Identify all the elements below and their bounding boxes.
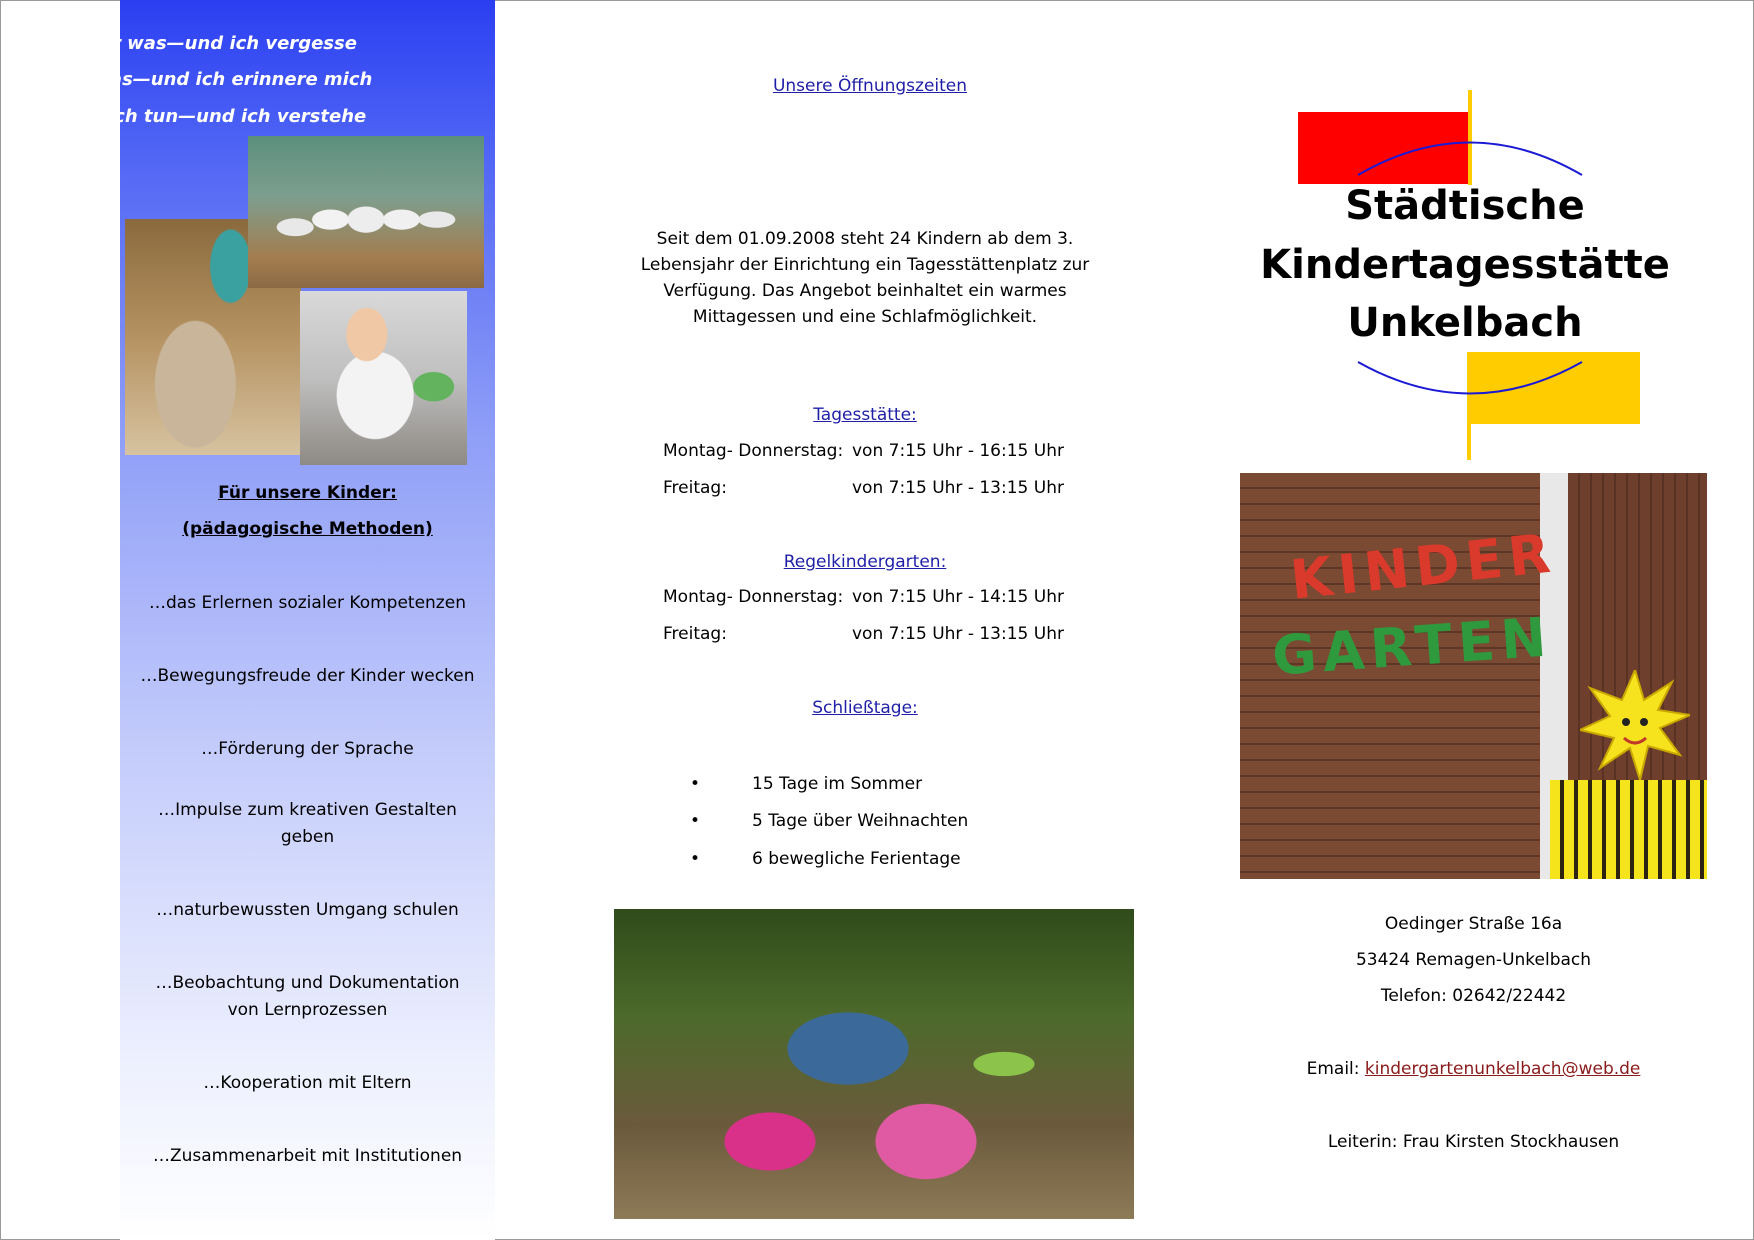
opening-hours-title[interactable]: Unsere Öffnungszeiten xyxy=(772,76,968,96)
logo-yellow-bar-top xyxy=(1468,90,1472,185)
method-item: …Förderung der Sprache xyxy=(201,739,414,759)
methods-subheading: (pädagogische Methoden) xyxy=(182,519,433,539)
closing-item-text: 15 Tage im Sommer xyxy=(752,774,923,794)
hours-label: Montag- Donnerstag: xyxy=(663,441,844,461)
regelkindergarten-title[interactable]: Regelkindergarten: xyxy=(783,552,947,572)
method-item: …Beobachtung und Dokumentation von Lernprozessen xyxy=(155,973,460,1020)
methods-heading: Für unsere Kinder: xyxy=(218,483,397,503)
photo-group-in-forest xyxy=(614,909,1134,1219)
motto-line-1: Erzähl mir was—und ich vergesse xyxy=(18,33,357,54)
phone-number: Telefon: 02642/22442 xyxy=(1380,986,1567,1006)
method-item: …Zusammenarbeit mit Institutionen xyxy=(152,1146,463,1166)
kita-title-line-3: Unkelbach xyxy=(1347,300,1583,346)
logo-yellow-bar-bottom xyxy=(1467,352,1471,460)
tagesstaette-title[interactable]: Tagesstätte: xyxy=(813,405,917,425)
address-line-2: 53424 Remagen-Unkelbach xyxy=(1355,950,1592,970)
hours-label: Montag- Donnerstag: xyxy=(663,587,844,607)
hours-label: Freitag: xyxy=(663,624,727,644)
door-word-garten: GARTEN xyxy=(1270,605,1555,688)
closing-item-text: 5 Tage über Weihnachten xyxy=(752,811,969,831)
sun-decoration-icon xyxy=(1580,670,1690,780)
method-item: …Kooperation mit Eltern xyxy=(203,1073,412,1093)
leader-name: Leiterin: Frau Kirsten Stockhausen xyxy=(1327,1132,1620,1152)
bullet-icon: • xyxy=(690,774,701,794)
logo-red-block xyxy=(1298,112,1470,184)
hours-value: von 7:15 Uhr - 16:15 Uhr xyxy=(852,441,1064,461)
kita-title-line-2: Kindertagesstätte xyxy=(1260,242,1670,288)
photo-teacher-with-child xyxy=(300,291,467,465)
address-line-1: Oedinger Straße 16a xyxy=(1384,914,1563,934)
method-item: …Bewegungsfreude der Kinder wecken xyxy=(140,666,475,686)
door-word-kinder: KINDER xyxy=(1287,521,1560,612)
hours-label: Freitag: xyxy=(663,478,727,498)
method-item: …naturbewussten Umgang schulen xyxy=(156,900,459,920)
intro-text: Seit dem 01.09.2008 steht 24 Kindern ab dem 3. Lebensjahr der Einrichtung ein Tagesstättenplatz zur Verfügung. Das Angebot beinhaltet ein warmes Mittagessen und eine Schlafmöglichkeit. xyxy=(640,229,1090,327)
bullet-icon: • xyxy=(690,811,701,831)
kita-title-line-1: Städtische xyxy=(1345,183,1585,229)
closing-item-text: 6 bewegliche Ferientage xyxy=(752,849,961,869)
motto-line-2: Zeig mir was—und ich erinnere mich xyxy=(2,69,373,90)
method-item: …das Erlernen sozialer Kompetenzen xyxy=(149,593,466,613)
yellow-bench xyxy=(1550,780,1707,879)
photo-kids-white-shirts xyxy=(248,136,484,288)
email-link[interactable]: kindergartenunkelbach@web.de xyxy=(1364,1059,1641,1079)
bullet-icon: • xyxy=(690,849,701,869)
email-line xyxy=(1240,1059,1707,1079)
motto-line-3: Lass es mich tun—und ich verstehe xyxy=(8,106,367,127)
hours-value: von 7:15 Uhr - 13:15 Uhr xyxy=(852,624,1064,644)
email-label: Email: xyxy=(1306,1059,1360,1079)
logo-yellow-block xyxy=(1468,352,1640,424)
hours-value: von 7:15 Uhr - 14:15 Uhr xyxy=(852,587,1064,607)
hours-value: von 7:15 Uhr - 13:15 Uhr xyxy=(852,478,1064,498)
method-item: …Impulse zum kreativen Gestalten geben xyxy=(158,800,457,847)
closing-days-title[interactable]: Schließtage: xyxy=(812,698,918,718)
